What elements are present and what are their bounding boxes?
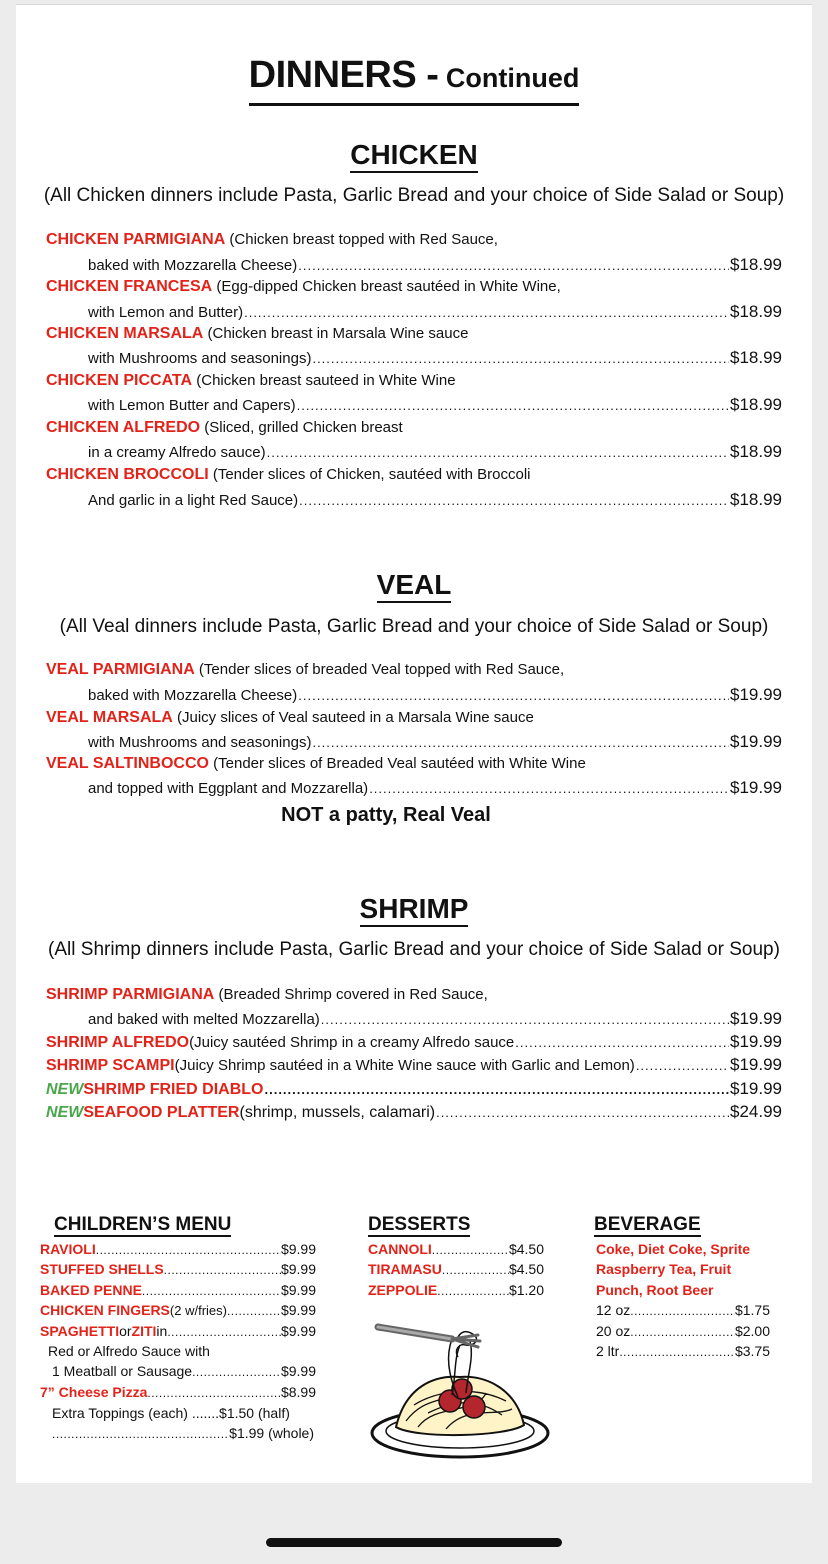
price: $19.99 xyxy=(730,732,782,751)
menu-item-shrimp-parmigiana: SHRIMP PARMIGIANA (Breaded Shrimp covered in Red Sauce, xyxy=(46,986,488,1003)
menu-item-chicken-broccoli: CHICKEN BROCCOLI (Tender slices of Chicken, sautéed with Broccoli xyxy=(46,466,531,483)
beverage-size-20oz: 20 oz ..... $2.00 xyxy=(596,1323,770,1339)
menu-item-chicken-piccata: CHICKEN PICCATA (Chicken breast sauteed in White Wine xyxy=(46,372,456,389)
kids-item-ravioli: RAVIOLI ..... $9.99 xyxy=(40,1241,316,1257)
kids-extra-toppings-half: Extra Toppings (each) ....... $1.50 (half) xyxy=(52,1405,290,1421)
price: $18.99 xyxy=(730,302,782,321)
menu-item-detail: and baked with melted Mozzarella) ..... $19.99 xyxy=(88,1009,782,1029)
beverage-flavors-line: Punch, Root Beer xyxy=(596,1282,714,1298)
menu-item-seafood-platter: NEW SEAFOOD PLATTER (shrimp, mussels, calamari) ..... $24.99 xyxy=(46,1102,782,1122)
spaghetti-plate-icon xyxy=(356,1305,552,1465)
shrimp-intro: (All Shrimp dinners include Pasta, Garlic Bread and your choice of Side Salad or Soup) xyxy=(48,939,780,960)
new-badge: NEW xyxy=(46,1104,84,1121)
menu-item-detail: in a creamy Alfredo sauce) ..... $18.99 xyxy=(88,442,782,462)
kids-item-cheese-pizza: 7” Cheese Pizza ..... $8.99 xyxy=(40,1384,316,1400)
chicken-intro: (All Chicken dinners include Pasta, Garlic Bread and your choice of Side Salad or Soup) xyxy=(43,185,785,206)
price: $24.99 xyxy=(730,1102,782,1121)
dessert-item-tiramasu: TIRAMASU ..... $4.50 xyxy=(368,1261,544,1277)
menu-item-veal-parmigiana: VEAL PARMIGIANA (Tender slices of breaded Veal topped with Red Sauce, xyxy=(46,661,565,678)
new-badge: NEW xyxy=(46,1081,84,1098)
kids-item-meatball: 1 Meatball or Sausage ..... $9.99 xyxy=(52,1363,316,1379)
menu-item-shrimp-alfredo: SHRIMP ALFREDO (Juicy sautéed Shrimp in a creamy Alfredo sauce ..... $19.99 xyxy=(46,1032,782,1052)
menu-item-chicken-marsala: CHICKEN MARSALA (Chicken breast in Marsala Wine sauce xyxy=(46,325,469,342)
menu-item-detail: with Mushrooms and seasonings) ..... $19.99 xyxy=(88,732,782,752)
menu-item-detail: and topped with Eggplant and Mozzarella) ..... $19.99 xyxy=(88,778,782,798)
dessert-item-zeppolie: ZEPPOLIE ..... $1.20 xyxy=(368,1282,544,1298)
price: $19.99 xyxy=(730,1009,782,1028)
price: $19.99 xyxy=(730,1055,782,1074)
menu-item-shrimp-scampi: SHRIMP SCAMPI (Juicy Shrimp sautéed in a White Wine sauce with Garlic and Lemon) ..... $19.99 xyxy=(46,1055,782,1075)
kids-sauce-line: Red or Alfredo Sauce with xyxy=(48,1343,210,1359)
beverage-size-12oz: 12 oz ..... $1.75 xyxy=(596,1302,770,1318)
kids-item-chicken-fingers: CHICKEN FINGERS (2 w/fries) ..... $9.99 xyxy=(40,1302,316,1318)
price: $19.99 xyxy=(730,685,782,704)
menu-item-shrimp-fried-diablo: NEW SHRIMP FRIED DIABLO ..... $19.99 xyxy=(46,1079,782,1099)
menu-item-veal-saltinbocco: VEAL SALTINBOCCO (Tender slices of Breaded Veal sautéed with White Wine xyxy=(46,755,586,772)
kids-item-spaghetti-ziti: SPAGHETTI or ZITI in ..... $9.99 xyxy=(40,1323,316,1339)
price: $19.99 xyxy=(730,1079,782,1098)
shrimp-heading: SHRIMP xyxy=(16,893,812,925)
kids-extra-toppings-whole: ..... $1.99 (whole) xyxy=(52,1425,314,1441)
veal-intro: (All Veal dinners include Pasta, Garlic Bread and your choice of Side Salad or Soup) xyxy=(59,616,769,637)
menu-item-chicken-parmigiana: CHICKEN PARMIGIANA (Chicken breast topped with Red Sauce, xyxy=(46,231,498,248)
menu-item-detail: baked with Mozzarella Cheese) ..... $19.99 xyxy=(88,685,782,705)
menu-item-detail: baked with Mozzarella Cheese) ..... $18.99 xyxy=(88,255,782,275)
beverage-flavors-line: Raspberry Tea, Fruit xyxy=(596,1261,732,1277)
beverage-flavors-line: Coke, Diet Coke, Sprite xyxy=(596,1241,751,1257)
chicken-heading: CHICKEN xyxy=(16,139,812,171)
menu-item-detail: with Lemon Butter and Capers) ..... $18.99 xyxy=(88,395,782,415)
menu-item-chicken-francesa: CHICKEN FRANCESA (Egg-dipped Chicken breast sautéed in White Wine, xyxy=(46,278,561,295)
kids-item-stuffed-shells: STUFFED SHELLS ..... $9.99 xyxy=(40,1261,316,1277)
price: $18.99 xyxy=(730,255,782,274)
dessert-item-cannoli: CANNOLI ..... $4.50 xyxy=(368,1241,544,1257)
menu-page xyxy=(16,4,812,1483)
menu-item-detail: with Lemon and Butter) ..... $18.99 xyxy=(88,302,782,322)
price: $18.99 xyxy=(730,490,782,509)
veal-heading: VEAL xyxy=(16,569,812,601)
menu-item-detail: with Mushrooms and seasonings) ..... $18.99 xyxy=(88,348,782,368)
page-title: DINNERS - Continued xyxy=(16,55,812,106)
price: $19.99 xyxy=(730,778,782,797)
kids-item-baked-penne: BAKED PENNE ..... $9.99 xyxy=(40,1282,316,1298)
childrens-menu-heading: CHILDREN’S MENU xyxy=(54,1214,232,1235)
menu-item-veal-marsala: VEAL MARSALA (Juicy slices of Veal sauteed in a Marsala Wine sauce xyxy=(46,709,534,726)
price: $18.99 xyxy=(730,395,782,414)
beverage-heading: BEVERAGE xyxy=(594,1214,701,1235)
price: $18.99 xyxy=(730,442,782,461)
price: $18.99 xyxy=(730,348,782,367)
beverage-size-2ltr: 2 ltr ..... $3.75 xyxy=(596,1343,770,1359)
veal-note: NOT a patty, Real Veal xyxy=(281,804,491,826)
menu-item-detail: And garlic in a light Red Sauce) ..... $18.99 xyxy=(88,490,782,510)
home-indicator[interactable] xyxy=(266,1538,562,1547)
menu-item-chicken-alfredo: CHICKEN ALFREDO (Sliced, grilled Chicken breast xyxy=(46,419,403,436)
desserts-heading: DESSERTS xyxy=(368,1214,471,1235)
price: $19.99 xyxy=(730,1032,782,1051)
